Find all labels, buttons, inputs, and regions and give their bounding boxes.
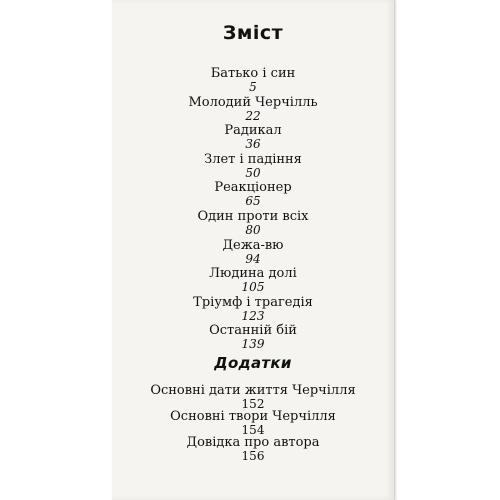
- toc-entry: [112, 66, 394, 95]
- toc-entry-title: Довідка про автора: [186, 435, 320, 450]
- toc-entry: [112, 180, 394, 209]
- toc-entry-page-number: 65: [245, 194, 261, 209]
- toc-entry: [112, 209, 394, 238]
- toc-entry-page-number: 123: [241, 308, 265, 323]
- contents-list: [112, 66, 394, 352]
- toc-entry: [112, 95, 394, 124]
- toc-entry-page-number: 156: [241, 449, 265, 463]
- book-page: [112, 0, 395, 500]
- toc-entry-title: Останній бій: [209, 323, 297, 339]
- toc-entry: [112, 123, 394, 152]
- toc-entry: [112, 435, 394, 461]
- toc-entry: [112, 383, 394, 409]
- toc-entry-page-number: 5: [249, 80, 257, 94]
- toc-entry: [112, 323, 394, 352]
- toc-entry-title: Людина долі: [209, 266, 297, 282]
- appendix-list: [112, 383, 394, 461]
- appendix-heading: Додатки: [214, 354, 292, 372]
- toc-entry-title: Батько і син: [210, 66, 296, 81]
- toc-entry-page-number: 22: [245, 108, 261, 123]
- toc-entry-page-number: 154: [241, 423, 265, 437]
- toc-entry: [112, 238, 394, 267]
- toc-entry-title: Один проти всіх: [197, 208, 309, 224]
- toc-entry-title: Злет і падіння: [204, 151, 302, 167]
- toc-entry-page-number: 152: [241, 397, 265, 411]
- toc-entry: [112, 266, 394, 295]
- toc-entry-page-number: 105: [241, 280, 265, 295]
- toc-entry-title: Дежа-вю: [222, 237, 284, 253]
- toc-entry-page-number: 36: [245, 137, 261, 152]
- toc-entry: [112, 409, 394, 435]
- toc-entry-title: Основні дати життя Черчілля: [150, 383, 356, 398]
- toc-entry-page-number: 94: [245, 251, 261, 266]
- toc-entry-title: Основні твори Черчілля: [170, 409, 336, 424]
- toc-entry-title: Тріумф і трагедія: [193, 294, 313, 310]
- toc-entry-page-number: 50: [245, 165, 261, 180]
- toc-entry-page-number: 139: [241, 337, 265, 352]
- toc-entry-page-number: 80: [245, 222, 261, 237]
- toc-entry-title: Радикал: [224, 123, 282, 139]
- contents-heading: Зміст: [222, 22, 284, 44]
- toc-entry: [112, 152, 394, 181]
- toc-entry: [112, 295, 394, 324]
- toc-entry-title: Молодий Черчілль: [188, 94, 318, 110]
- toc-entry-title: Реакціонер: [214, 180, 292, 196]
